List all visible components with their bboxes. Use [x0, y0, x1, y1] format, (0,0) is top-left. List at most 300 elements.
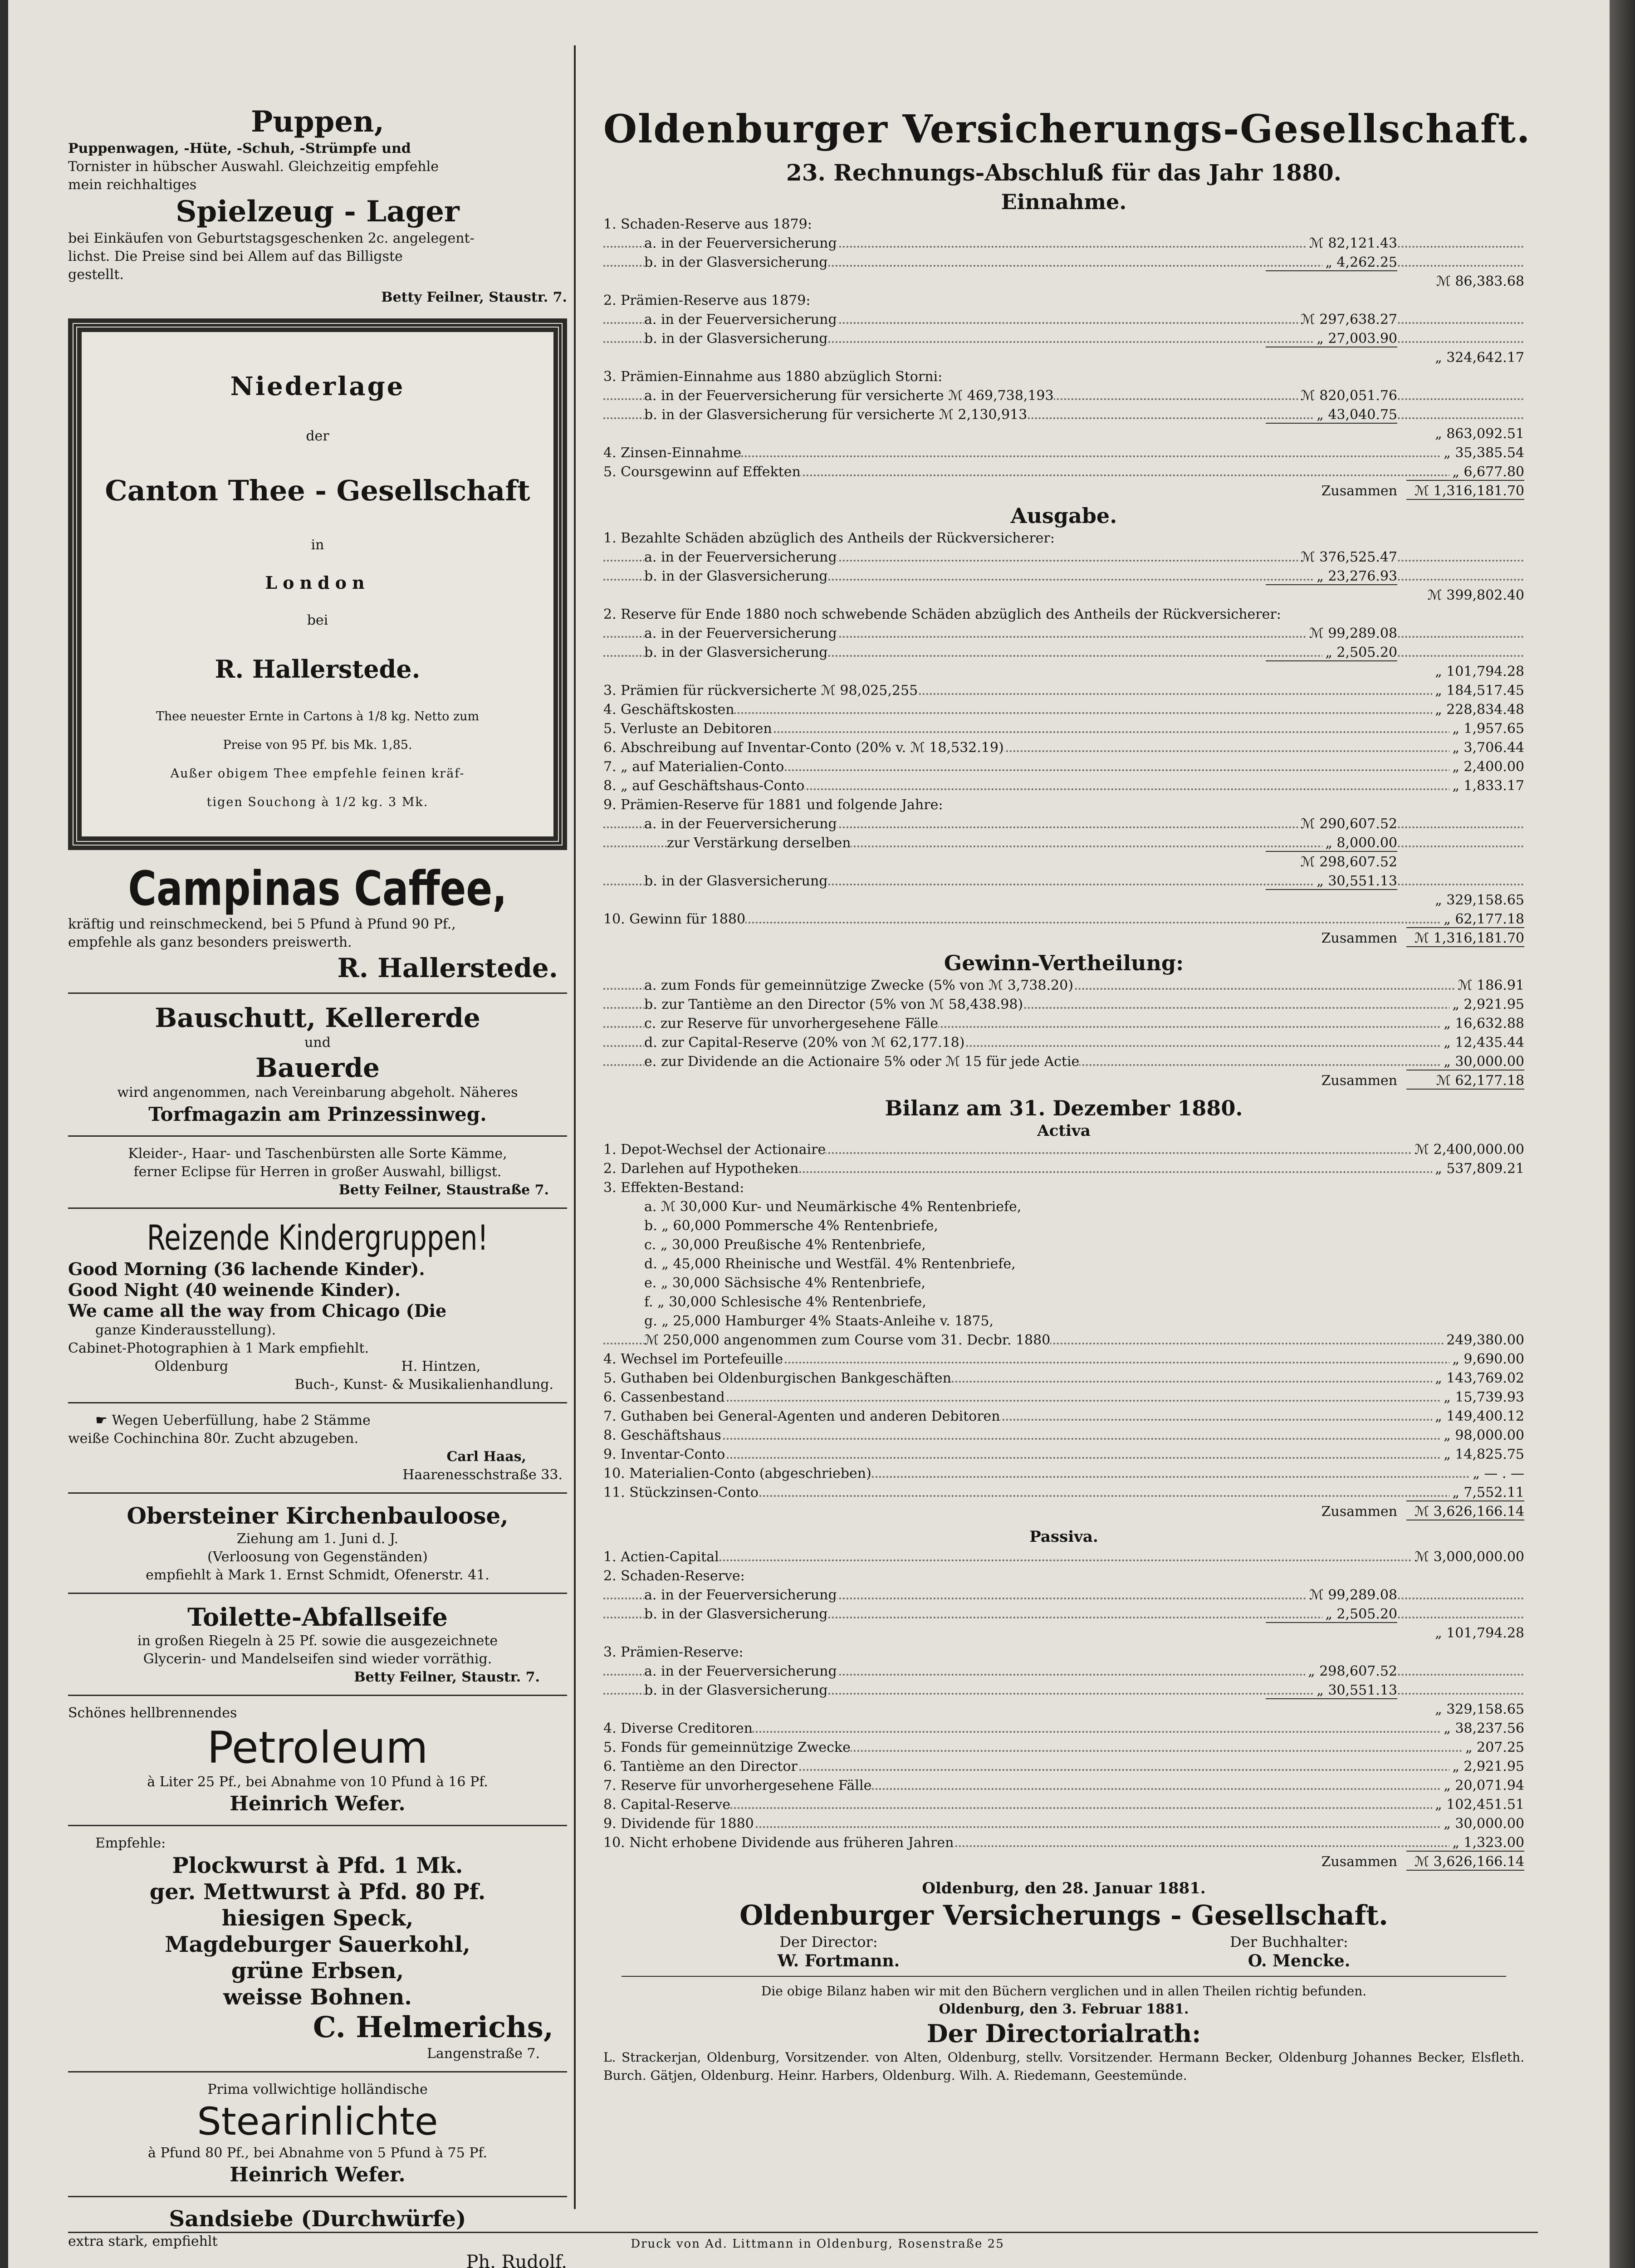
- ad-text-line: Empfehle:: [95, 1835, 166, 1851]
- table-row: [603, 1795, 1524, 1814]
- sum-rule: [1406, 1089, 1524, 1090]
- ad-headline: Reizende Kindergruppen!: [147, 1217, 489, 1258]
- table-row: [603, 1643, 1524, 1662]
- row-label: 5. Fonds für gemeinnützige Zwecke: [603, 1738, 851, 1757]
- row-amount: „ 1,833.17: [1449, 777, 1524, 796]
- row-label: a. ℳ 30,000 Kur- und Neumärkische 4% Rentenbriefe,: [644, 1198, 1021, 1217]
- row-label: c. zur Reserve für unvorhergesehene Fälle: [644, 1014, 938, 1033]
- table-passiva: [603, 1548, 1524, 1872]
- leader-dots: [603, 1400, 1524, 1402]
- table-row: [603, 482, 1524, 501]
- ad-text-line: à Pfund 80 Pf., bei Abnahme von 5 Pfund à 75 Pf.: [148, 2145, 487, 2161]
- table-row: [603, 567, 1524, 586]
- ad-text-line: weisse Bohnen.: [223, 1984, 412, 2010]
- table-row: [603, 738, 1524, 758]
- table-row: [603, 1700, 1524, 1719]
- table-row: [603, 1198, 1524, 1217]
- row-amount: ℳ 399,802.40: [1425, 586, 1524, 605]
- row-amount: „ 537,809.21: [1432, 1159, 1524, 1178]
- row-amount: ℳ 3,626,166.14: [1412, 1502, 1524, 1521]
- row-amount: „ 102,451.51: [1432, 1795, 1524, 1814]
- ad-petroleum: [68, 1704, 567, 1817]
- ad-abfallseife: [68, 1602, 567, 1686]
- ad-headline: Puppen,: [251, 105, 384, 139]
- table-row: [603, 1312, 1524, 1331]
- ad-text-line: gestellt.: [68, 267, 124, 283]
- ad-text-line: Ziehung am 1. Juni d. J.: [236, 1531, 399, 1547]
- row-label: 5. Coursgewinn auf Effekten: [603, 463, 801, 482]
- ad-text-line: extra stark, empfiehlt: [68, 2234, 218, 2249]
- table-row: [603, 529, 1524, 548]
- row-amount: „ 3,706.44: [1449, 738, 1524, 758]
- table-row: [603, 1350, 1524, 1369]
- row-label: 6. Abschreibung auf Inventar-Conto (20% v. ℳ 18,532.19): [603, 738, 1004, 758]
- sum-rule: [1406, 1870, 1524, 1871]
- row-amount: „ 30,000.00: [1441, 1814, 1524, 1833]
- ad-text-line: Schönes hellbrennendes: [68, 1705, 237, 1721]
- sum-rule: [1266, 584, 1397, 585]
- row-amount: „ 863,092.51: [1432, 425, 1524, 444]
- table-row: [603, 1814, 1524, 1833]
- table-row: [603, 758, 1524, 777]
- row-amount: „ — . —: [1470, 1464, 1524, 1483]
- ad-text-line: empfiehlt à Mark 1. Ernst Schmidt, Ofenerstr. 41.: [146, 1567, 490, 1583]
- printer-imprint: Druck von Ad. Littmann in Oldenburg, Rosenstraße 25: [631, 2237, 1004, 2251]
- row-subamount: „ 23,276.93: [1314, 567, 1397, 586]
- row-amount: „ 1,323.00: [1449, 1833, 1524, 1853]
- row-amount: ℳ 62,177.18: [1434, 1071, 1524, 1090]
- row-label: 3. Prämien-Einnahme aus 1880 abzüglich Storni:: [603, 367, 942, 386]
- row-label: 1. Schaden-Reserve aus 1879:: [603, 215, 812, 234]
- sum-rule: [1406, 499, 1524, 500]
- ad-text-line: Außer obigem Thee empfehle feinen kräf-: [170, 767, 465, 781]
- ad-puppen: [68, 104, 567, 307]
- table-row: [603, 215, 1524, 234]
- row-label: b. in der Glasversicherung: [644, 872, 828, 891]
- table-row: [603, 1274, 1524, 1293]
- table-row: [603, 1052, 1524, 1071]
- row-label: d. zur Capital-Reserve (20% von ℳ 62,177.18): [644, 1033, 964, 1052]
- ad-signature: H. Hintzen,: [401, 1359, 481, 1374]
- ad-text-line: der: [306, 428, 329, 444]
- row-label: a. in der Feuerversicherung: [644, 310, 837, 329]
- leader-dots: [603, 1457, 1524, 1459]
- table-row: [603, 272, 1524, 291]
- leader-dots: [603, 1438, 1524, 1440]
- section-heading-ausgabe: Ausgabe.: [1010, 503, 1117, 528]
- row-subamount: Zusammen: [1319, 1502, 1397, 1521]
- table-row: [603, 719, 1524, 738]
- ad-signature: C. Helmerichs,: [313, 2010, 553, 2044]
- ad-signature: Heinrich Wefer.: [230, 1792, 406, 1815]
- row-amount: „ 324,642.17: [1432, 348, 1524, 367]
- ad-text-line: Good Morning (36 lachende Kinder).: [68, 1259, 425, 1279]
- table-row: [603, 1236, 1524, 1255]
- ad-signature: Betty Feilner, Staustr. 7.: [354, 1669, 540, 1685]
- table-row: [603, 1853, 1524, 1872]
- table-row: [603, 872, 1524, 891]
- sum-rule: [1266, 423, 1397, 424]
- ad-headline: Campinas Caffee,: [128, 861, 507, 916]
- row-amount: „ 2,921.95: [1449, 995, 1524, 1014]
- subheading-activa: Activa: [1037, 1122, 1091, 1140]
- ad-cochinchina: [68, 1412, 567, 1484]
- ad-signature: Ph. Rudolf.: [466, 2252, 567, 2268]
- table-row: [603, 1140, 1524, 1159]
- row-amount: „ 2,400.00: [1449, 758, 1524, 777]
- row-subamount: ℳ 298,607.52: [1298, 853, 1397, 872]
- bookkeeper-label: Der Buchhalter:: [1230, 1933, 1348, 1950]
- row-label: 3. Prämien für rückversicherte ℳ 98,025,255: [603, 681, 918, 700]
- row-label: g. „ 25,000 Hamburger 4% Staats-Anleihe v. 1875,: [644, 1312, 994, 1331]
- table-row: [603, 1369, 1524, 1388]
- section-heading-bilanz: Bilanz am 31. Dezember 1880.: [885, 1096, 1243, 1120]
- table-row: [603, 1567, 1524, 1586]
- ad-text-line: Buch-, Kunst- & Musikalienhandlung.: [294, 1377, 553, 1393]
- ad-headline: Obersteiner Kirchenbauloose,: [127, 1502, 509, 1529]
- advertisement-column: [68, 104, 567, 2268]
- ad-text-line: lichst. Die Preise sind bei Allem auf das Billigste: [68, 249, 403, 264]
- table-row: [603, 976, 1524, 995]
- row-amount: ℳ 1,316,181.70: [1412, 482, 1524, 501]
- audit-statement: Die obige Bilanz haben wir mit den Büchern verglichen und in allen Theilen richtig befunden.: [761, 1984, 1367, 1999]
- ad-place: Oldenburg: [154, 1359, 229, 1374]
- ad-kindergruppen: [68, 1217, 567, 1394]
- ad-text-line: ferner Eclipse für Herren in großer Auswahl, billigst.: [133, 1164, 502, 1180]
- row-subamount: ℳ 820,051.76: [1298, 386, 1397, 406]
- row-amount: „ 35,385.54: [1441, 444, 1524, 463]
- table-row: [603, 1407, 1524, 1426]
- row-amount: „ 7,552.11: [1449, 1483, 1524, 1502]
- row-label: 5. Guthaben bei Oldenburgischen Bankgeschäften: [603, 1369, 951, 1388]
- ad-buersten: [68, 1145, 567, 1199]
- row-label: ℳ 250,000 angenommen zum Course vom 31. Decbr. 1880: [644, 1331, 1050, 1350]
- row-label: 10. Nicht erhobene Dividende aus früheren Jahren: [603, 1833, 954, 1853]
- row-label: a. zum Fonds für gemeinnützige Zwecke (5% von ℳ 3,738.20): [644, 976, 1073, 995]
- table-row: [603, 910, 1524, 929]
- ad-separator: [68, 1593, 567, 1594]
- section-heading-gewinn: Gewinn-Vertheilung:: [944, 951, 1184, 975]
- ad-text-line: tigen Souchong à 1/2 kg. 3 Mk.: [206, 795, 429, 809]
- table-row: [603, 643, 1524, 662]
- row-amount: „ 15,739.93: [1441, 1388, 1524, 1407]
- director-label: Der Director:: [779, 1933, 878, 1950]
- table-row: [603, 548, 1524, 567]
- table-row: [603, 1502, 1524, 1521]
- row-amount: „ 149,400.12: [1432, 1407, 1524, 1426]
- sum-rule: [1406, 927, 1524, 928]
- ad-headline: Bauschutt, Kellererde: [155, 1002, 480, 1033]
- row-label: a. in der Feuerversicherung: [644, 234, 837, 253]
- table-row: [603, 1014, 1524, 1033]
- ad-text-line: Cabinet-Photographien à 1 Mark empfiehlt.: [68, 1340, 369, 1356]
- bookkeeper-name: O. Mencke.: [1248, 1951, 1351, 1970]
- sum-rule: [1406, 1851, 1524, 1852]
- row-label: 8. Geschäftshaus: [603, 1426, 721, 1445]
- row-label: zur Verstärkung derselben: [667, 834, 851, 853]
- table-row: [603, 1483, 1524, 1502]
- row-label: 10. Materialien-Conto (abgeschrieben): [603, 1464, 871, 1483]
- row-label: d. „ 45,000 Rheinische und Westfäl. 4% Rentenbriefe,: [644, 1255, 1016, 1274]
- ad-text-line: Glycerin- und Mandelseifen sind wieder vorräthig.: [143, 1651, 492, 1667]
- leader-dots: [603, 712, 1524, 714]
- ad-separator: [68, 1207, 567, 1209]
- ad-text-line: [95, 1412, 567, 1430]
- ad-text-line: grüne Erbsen,: [231, 1958, 404, 1984]
- ad-separator: [68, 1695, 567, 1696]
- ad-caffee: [68, 862, 567, 984]
- table-row: [603, 1624, 1524, 1643]
- row-label: 11. Stückzinsen-Conto: [603, 1483, 759, 1502]
- table-row: [603, 624, 1524, 643]
- table-activa: [603, 1140, 1524, 1521]
- row-label: a. in der Feuerversicherung: [644, 624, 837, 643]
- ad-text-line: Kleider-, Haar- und Taschenbürsten alle Sorte Kämme,: [128, 1146, 507, 1162]
- row-label: 1. Actien-Capital: [603, 1548, 719, 1567]
- row-amount: „ 14,825.75: [1441, 1445, 1524, 1464]
- ad-kirchenbauloose: [68, 1502, 567, 1584]
- row-label: c. „ 30,000 Preußische 4% Rentenbriefe,: [644, 1236, 926, 1255]
- ad-text-line: kräftig und reinschmeckend, bei 5 Pfund à Pfund 90 Pf.,: [68, 916, 456, 932]
- row-label: 2. Darlehen auf Hypotheken: [603, 1159, 798, 1178]
- row-label: 5. Verluste an Debitoren: [603, 719, 772, 738]
- row-label: 4. Diverse Creditoren: [603, 1719, 753, 1738]
- row-label: a. in der Feuerversicherung: [644, 815, 837, 834]
- table-row: [603, 463, 1524, 482]
- row-amount: „ 62,177.18: [1441, 910, 1524, 929]
- ad-separator: [68, 2071, 567, 2072]
- row-amount: „ 9,690.00: [1449, 1350, 1524, 1369]
- table-row: [603, 1445, 1524, 1464]
- table-row: [603, 329, 1524, 348]
- table-row: [603, 777, 1524, 796]
- row-label: 7. „ auf Materialien-Conto: [603, 758, 784, 777]
- table-row: [603, 1738, 1524, 1757]
- table-row: [603, 1178, 1524, 1198]
- ad-signature: R. Hallerstede.: [337, 953, 558, 983]
- table-row: [603, 995, 1524, 1014]
- ad-text-line: Preise von 95 Pf. bis Mk. 1,85.: [223, 738, 412, 752]
- ad-text-line: empfehle als ganz besonders preiswerth.: [68, 934, 352, 950]
- ad-headline: Stearinlichte: [197, 2099, 438, 2144]
- ad-text-line: Good Night (40 weinende Kinder).: [68, 1280, 401, 1300]
- table-einnahme: [603, 215, 1524, 501]
- row-label: 1. Bezahlte Schäden abzüglich des Antheils der Rückversicherer:: [603, 529, 1055, 548]
- table-ausgabe: [603, 529, 1524, 948]
- ad-text-line: hiesigen Speck,: [221, 1906, 414, 1931]
- leader-dots: [603, 1807, 1524, 1809]
- ad-headline: Canton Thee - Gesellschaft: [105, 474, 530, 507]
- table-row: [603, 662, 1524, 681]
- row-label: 3. Prämien-Reserve:: [603, 1643, 743, 1662]
- ad-text-line: Prima vollwichtige holländische: [207, 2082, 428, 2097]
- row-label: 7. Guthaben bei General-Agenten und anderen Debitoren: [603, 1407, 1000, 1426]
- ad-headline: Sandsiebe (Durchwürfe): [169, 2206, 466, 2232]
- ad-text-line: wird angenommen, nach Vereinbarung abgeholt. Näheres: [117, 1085, 518, 1100]
- leader-dots: [603, 455, 1524, 457]
- ad-text-line: und: [304, 1035, 331, 1051]
- row-label: b. in der Glasversicherung: [644, 1681, 828, 1700]
- table-row: [603, 853, 1524, 872]
- row-label: 2. Prämien-Reserve aus 1879:: [603, 291, 811, 310]
- row-subamount: ℳ 297,638.27: [1298, 310, 1397, 329]
- row-amount: „ 6,677.80: [1449, 463, 1524, 482]
- row-subamount: „ 2,505.20: [1322, 643, 1397, 662]
- row-label: 4. Wechsel im Portefeuille: [603, 1350, 783, 1369]
- table-row: [603, 367, 1524, 386]
- row-amount: „ 101,794.28: [1432, 662, 1524, 681]
- ad-separator: [68, 1402, 567, 1403]
- row-amount: „ 2,921.95: [1449, 1757, 1524, 1776]
- row-amount: ℳ 2,400,000.00: [1412, 1140, 1524, 1159]
- row-label: 3. Effekten-Bestand:: [603, 1178, 744, 1198]
- row-label: b. in der Glasversicherung: [644, 329, 828, 348]
- row-subamount: „ 30,551.13: [1314, 1681, 1397, 1700]
- director-name: W. Fortmann.: [777, 1951, 900, 1970]
- ad-signature: Carl Haas,: [446, 1449, 526, 1465]
- row-amount: „ 329,158.65: [1432, 891, 1524, 910]
- audit-date: Oldenburg, den 3. Februar 1881.: [939, 2001, 1189, 2017]
- ad-signature: Heinrich Wefer.: [230, 2163, 406, 2186]
- table-row: [603, 1833, 1524, 1853]
- ad-text: [68, 140, 567, 158]
- table-row: [603, 1757, 1524, 1776]
- table-row: [603, 815, 1524, 834]
- table-row: [603, 234, 1524, 253]
- row-label: f. „ 30,000 Schlesische 4% Rentenbriefe,: [644, 1293, 926, 1312]
- ad-signature: Betty Feilner, Staustraße 7.: [338, 1182, 549, 1198]
- row-amount: „ 207.25: [1463, 1738, 1524, 1757]
- sum-rule: [1266, 270, 1397, 271]
- ad-headline: Toilette-Abfallseife: [187, 1603, 448, 1632]
- row-amount: „ 98,000.00: [1441, 1426, 1524, 1445]
- table-row: [603, 834, 1524, 853]
- row-subamount: ℳ 99,289.08: [1307, 1586, 1397, 1605]
- table-row: [603, 253, 1524, 272]
- row-amount: „ 143,769.02: [1432, 1369, 1524, 1388]
- row-subamount: „ 27,003.90: [1314, 329, 1397, 348]
- ad-text-line: bei Einkäufen von Geburtstagsgeschenken 2c. angelegent-: [68, 230, 475, 246]
- ad-text-line: Plockwurst à Pfd. 1 Mk.: [172, 1853, 463, 1878]
- row-subamount: „ 2,505.20: [1322, 1605, 1397, 1624]
- row-amount: „ 30,000.00: [1441, 1052, 1524, 1071]
- table-row: [603, 1605, 1524, 1624]
- row-label: a. in der Feuerversicherung: [644, 1586, 837, 1605]
- subheading-passiva: Passiva.: [1029, 1528, 1098, 1546]
- row-amount: ℳ 186.91: [1455, 976, 1524, 995]
- ad-separator: [68, 992, 567, 994]
- sum-rule: [1266, 1698, 1397, 1699]
- row-amount: ℳ 86,383.68: [1434, 272, 1524, 291]
- row-amount: ℳ 3,626,166.14: [1412, 1853, 1524, 1872]
- row-label: b. in der Glasversicherung für versicherte ℳ 2,130,913: [644, 406, 1027, 425]
- row-label: 1. Depot-Wechsel der Actionaire: [603, 1140, 826, 1159]
- row-label: e. „ 30,000 Sächsische 4% Rentenbriefe,: [644, 1274, 925, 1293]
- ad-text-line: Puppenwagen, -Hüte, -Schuh, -Strümpfe und: [68, 141, 411, 156]
- table-row: [603, 406, 1524, 425]
- ad-bauschutt: [68, 1002, 567, 1127]
- row-subamount: ℳ 290,607.52: [1298, 815, 1397, 834]
- row-label: 8. Capital-Reserve: [603, 1795, 730, 1814]
- ad-headline: Bauerde: [255, 1052, 380, 1083]
- row-label: 4. Geschäftskosten: [603, 700, 734, 719]
- table-row: [603, 1159, 1524, 1178]
- ad-text-line: Magdeburger Sauerkohl,: [165, 1932, 470, 1957]
- closing-date: Oldenburg, den 28. Januar 1881.: [922, 1879, 1206, 1897]
- row-subamount: „ 8,000.00: [1322, 834, 1397, 853]
- row-label: a. in der Feuerversicherung für versicherte ℳ 469,738,193: [644, 386, 1054, 406]
- ad-text-line: ger. Mettwurst à Pfd. 80 Pf.: [149, 1879, 486, 1905]
- row-subamount: Zusammen: [1319, 482, 1397, 501]
- signature-names: [603, 1951, 1524, 1970]
- ad-text-line: in großen Riegeln à 25 Pf. sowie die ausgezeichnete: [137, 1633, 498, 1649]
- table-row: [603, 1388, 1524, 1407]
- ad-text-line: à Liter 25 Pf., bei Abnahme von 10 Pfund à 16 Pf.: [147, 1774, 488, 1790]
- ad-headline: Niederlage: [230, 371, 405, 401]
- page-title: Oldenburger Versicherungs-Gesellschaft.: [603, 107, 1531, 152]
- row-label: 10. Gewinn für 1880: [603, 910, 745, 929]
- row-subamount: „ 30,551.13: [1314, 872, 1397, 891]
- row-subamount: „ 43,040.75: [1314, 406, 1397, 425]
- section-heading-einnahme: Einnahme.: [1001, 190, 1127, 214]
- sum-rule: [1266, 660, 1397, 661]
- table-row: [603, 425, 1524, 444]
- row-amount: „ 184,517.45: [1432, 681, 1524, 700]
- table-row: [603, 1662, 1524, 1681]
- row-label: 6. Tantième an den Director: [603, 1757, 798, 1776]
- row-label: a. in der Feuerversicherung: [644, 548, 837, 567]
- table-row: [603, 1719, 1524, 1738]
- table-row: [603, 386, 1524, 406]
- ad-text: Wegen Ueberfüllung, habe 2 Stämme: [112, 1413, 371, 1428]
- table-row: [603, 1217, 1524, 1236]
- sum-rule: [1406, 946, 1524, 947]
- closing-company: Oldenburger Versicherungs - Gesellschaft.: [739, 1900, 1388, 1931]
- row-amount: ℳ 1,316,181.70: [1412, 929, 1524, 948]
- row-label: a. in der Feuerversicherung: [644, 1662, 837, 1681]
- sum-rule: [1406, 480, 1524, 481]
- row-label: b. „ 60,000 Pommersche 4% Rentenbriefe,: [644, 1217, 938, 1236]
- table-row: [603, 1255, 1524, 1274]
- ad-separator: [68, 1135, 567, 1137]
- ad-text-line: Torfmagazin am Prinzessinweg.: [148, 1103, 487, 1125]
- row-label: 2. Reserve für Ende 1880 noch schwebende Schäden abzüglich des Antheils der Rückversicherer:: [603, 605, 1281, 624]
- row-subamount: ℳ 376,525.47: [1298, 548, 1397, 567]
- table-row: [603, 681, 1524, 700]
- row-subamount: ℳ 99,289.08: [1307, 624, 1397, 643]
- table-row: [603, 1331, 1524, 1350]
- ad-wurst: [68, 1834, 567, 2063]
- table-gewinn: [603, 976, 1524, 1090]
- row-subamount: „ 4,262.25: [1322, 253, 1397, 272]
- ad-separator: [68, 1492, 567, 1494]
- row-amount: „ 12,435.44: [1441, 1033, 1524, 1052]
- ad-text-line: bei: [307, 612, 328, 628]
- scan-edge: [1610, 0, 1635, 2268]
- row-label: 9. Inventar-Conto: [603, 1445, 725, 1464]
- row-label: 7. Reserve für unvorhergesehene Fälle: [603, 1776, 871, 1795]
- table-row: [603, 605, 1524, 624]
- report-subtitle: 23. Rechnungs-Abschluß für das Jahr 1880.: [786, 159, 1342, 186]
- column-divider: [574, 45, 576, 2209]
- table-row: [603, 1464, 1524, 1483]
- ad-text-line: We came all the way from Chicago (Die: [68, 1300, 447, 1321]
- ad-signature: Betty Feilner, Staustr. 7.: [381, 289, 567, 305]
- table-row: [603, 796, 1524, 815]
- row-subamount: Zusammen: [1319, 1071, 1397, 1090]
- row-amount: ℳ 3,000,000.00: [1412, 1548, 1524, 1567]
- ad-text-line: London: [265, 572, 370, 593]
